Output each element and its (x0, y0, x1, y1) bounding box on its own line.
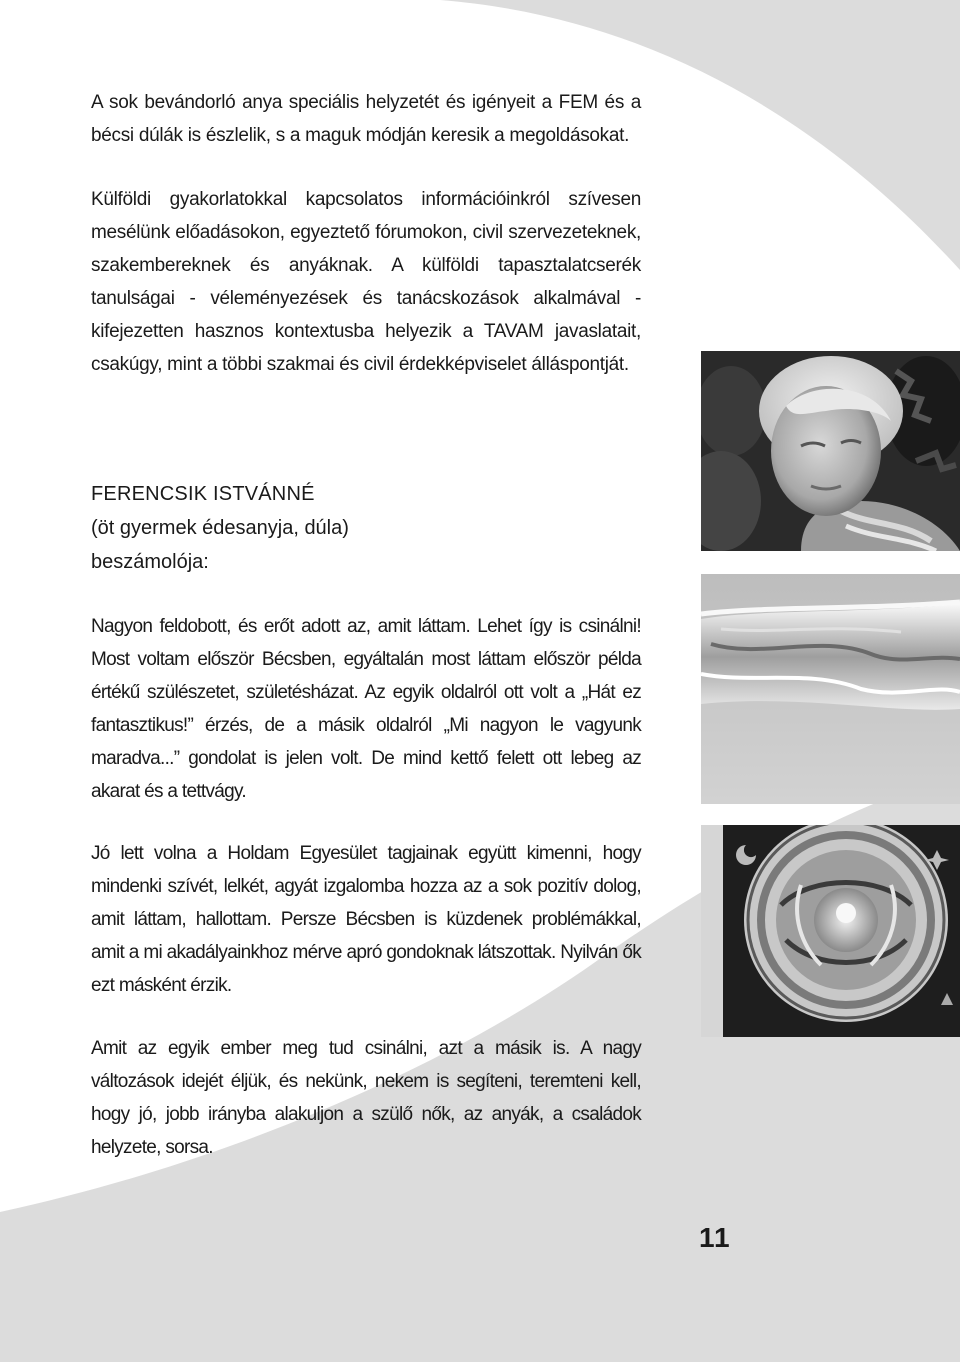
intro-paragraph: A sok bevándorló anya speciális helyzetét és igényeit a FEM és a bécsi dúlák is észlelik, s a maguk módján keresik a megoldásokat. (91, 92, 641, 146)
author-description: (öt gyermek édesanyja, dúla) (91, 517, 349, 539)
report-paragraph-2: Jó lett volna a Holdam Egyesület tagjainak együtt kimenni, hogy mindenki szívét, lelkét, agyát izgalomba hozza az a sok pozitív dolog, amit láttam, hallottam. Persze Bécsben is küzdenek problémákkal, amit a mi akadályainkhoz mérve apró gondoknak látszottak. Nyilván ők ezt másként érzik. (91, 843, 641, 996)
experience-paragraph: Külföldi gyakorlatokkal kapcsolatos információinkról szívesen mesélünk előadásokon, egyeztető fórumokon, civil szervezeteknek, szakembereknek és anyáknak. A külföldi tapasztalatcserék tanulságai - véleményezések és tanácskozások alkalmával - kifejezetten hasznos kontextusba helyezik a TAVAM javaslatait, csakúgy, mint a többi szakmai és civil érdekképviselet álláspontját. (91, 189, 641, 375)
portrait-photo (701, 351, 960, 551)
mandala-photo (701, 825, 960, 1037)
report-label: beszámolója: (91, 551, 209, 573)
report-paragraph-3: Amit az egyik ember meg tud csinálni, azt a másik is. A nagy változások idejét éljük, és nekünk, nekem is segíteni, teremteni kell, hogy jó, jobb irányba alakuljon a szülő nők, az anyák, a családok helyzete, sorsa. (91, 1038, 641, 1158)
report-heading (91, 477, 641, 579)
object-photo (701, 574, 960, 804)
page-number: 11 (699, 1222, 731, 1253)
author-name: FERENCSIK ISTVÁNNÉ (91, 483, 315, 505)
report-paragraph-1: Nagyon feldobott, és erőt adott az, amit láttam. Lehet így is csinálni! Most voltam először Bécsben, egyáltalán most láttam először példa értékű szülészetet, születésházat. Az egyik oldalról ott volt a „Hát ez fantasztikus!” érzés, de a másik oldalról „Mi nagyon le vagyunk maradva...” gondolat is jelen volt. De mind kettő felett ott lebeg az akarat és a tettvágy. (91, 616, 641, 802)
